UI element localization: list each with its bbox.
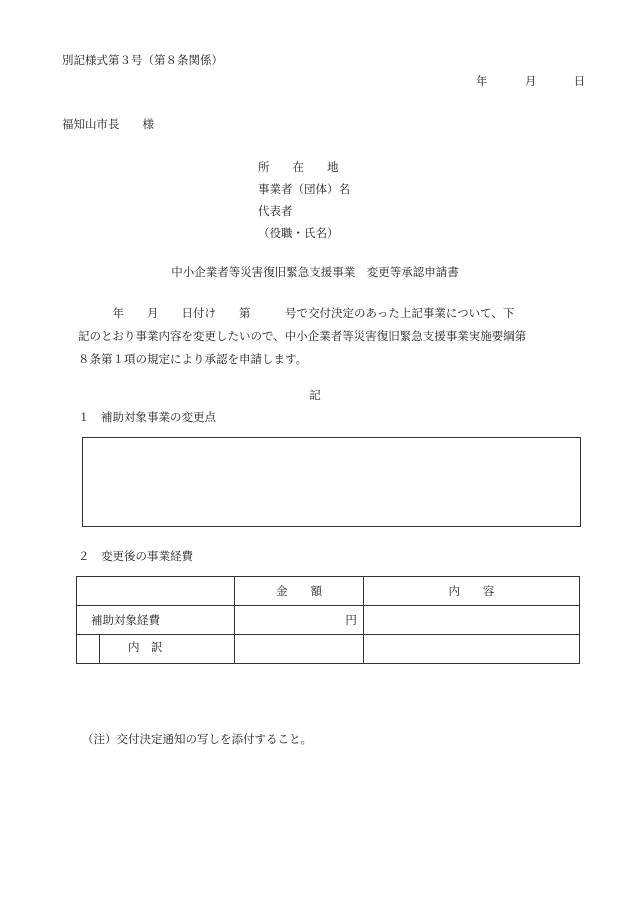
applicant-block bbox=[258, 156, 350, 244]
cost-table bbox=[76, 576, 580, 664]
attachment-note: （注）交付決定通知の写しを添付すること。 bbox=[82, 732, 312, 746]
business-name-label: 事業者（団体）名 bbox=[258, 182, 350, 196]
document-title: 中小企業者等災害復旧緊急支援事業 変更等承認申請書 bbox=[171, 265, 459, 279]
date-month-label: 月 bbox=[524, 74, 537, 88]
representative-label: 代表者 bbox=[258, 204, 293, 218]
change-points-box[interactable] bbox=[82, 437, 581, 527]
address-label: 所 在 地 bbox=[258, 160, 339, 174]
yen-unit: 円 bbox=[345, 613, 357, 627]
body-line-1: 年 月 日付け 第 号で交付決定のあった上記事業について、下 bbox=[78, 306, 515, 320]
breakdown-amount-cell[interactable] bbox=[235, 635, 364, 664]
section-2-heading: ２ 変更後の事業経費 bbox=[78, 549, 193, 563]
header-blank-cell bbox=[77, 577, 235, 606]
form-number-label: 別記様式第３号（第８条関係） bbox=[62, 53, 223, 67]
ki-marker: 記 bbox=[309, 388, 321, 402]
body-line-2: 記のとおり事業内容を変更したいので、中小企業者等災害復旧緊急支援事業実施要綱第 bbox=[78, 329, 527, 343]
header-content: 内 容 bbox=[363, 577, 579, 606]
subsidy-content-cell[interactable] bbox=[363, 606, 579, 635]
position-name-label: （役職・氏名） bbox=[258, 226, 339, 240]
application-date bbox=[476, 73, 585, 89]
breakdown-content-cell[interactable] bbox=[363, 635, 579, 664]
breakdown-row bbox=[77, 635, 580, 664]
subsidy-amount-cell[interactable] bbox=[235, 606, 364, 635]
breakdown-label: 内 訳 bbox=[128, 640, 163, 654]
header-amount: 金 額 bbox=[235, 577, 364, 606]
cost-table-header-row bbox=[77, 577, 580, 606]
subsidy-label: 補助対象経費 bbox=[77, 606, 235, 635]
addressee: 福知山市長 様 bbox=[62, 117, 154, 131]
subsidy-row bbox=[77, 606, 580, 635]
date-year-label: 年 bbox=[476, 74, 488, 88]
breakdown-label-cell bbox=[77, 635, 235, 664]
section-1-heading: １ 補助対象事業の変更点 bbox=[78, 410, 216, 424]
body-line-3: ８条第１項の規定により承認を申請します。 bbox=[78, 352, 308, 366]
date-day-label: 日 bbox=[573, 74, 586, 88]
application-body bbox=[78, 302, 578, 371]
